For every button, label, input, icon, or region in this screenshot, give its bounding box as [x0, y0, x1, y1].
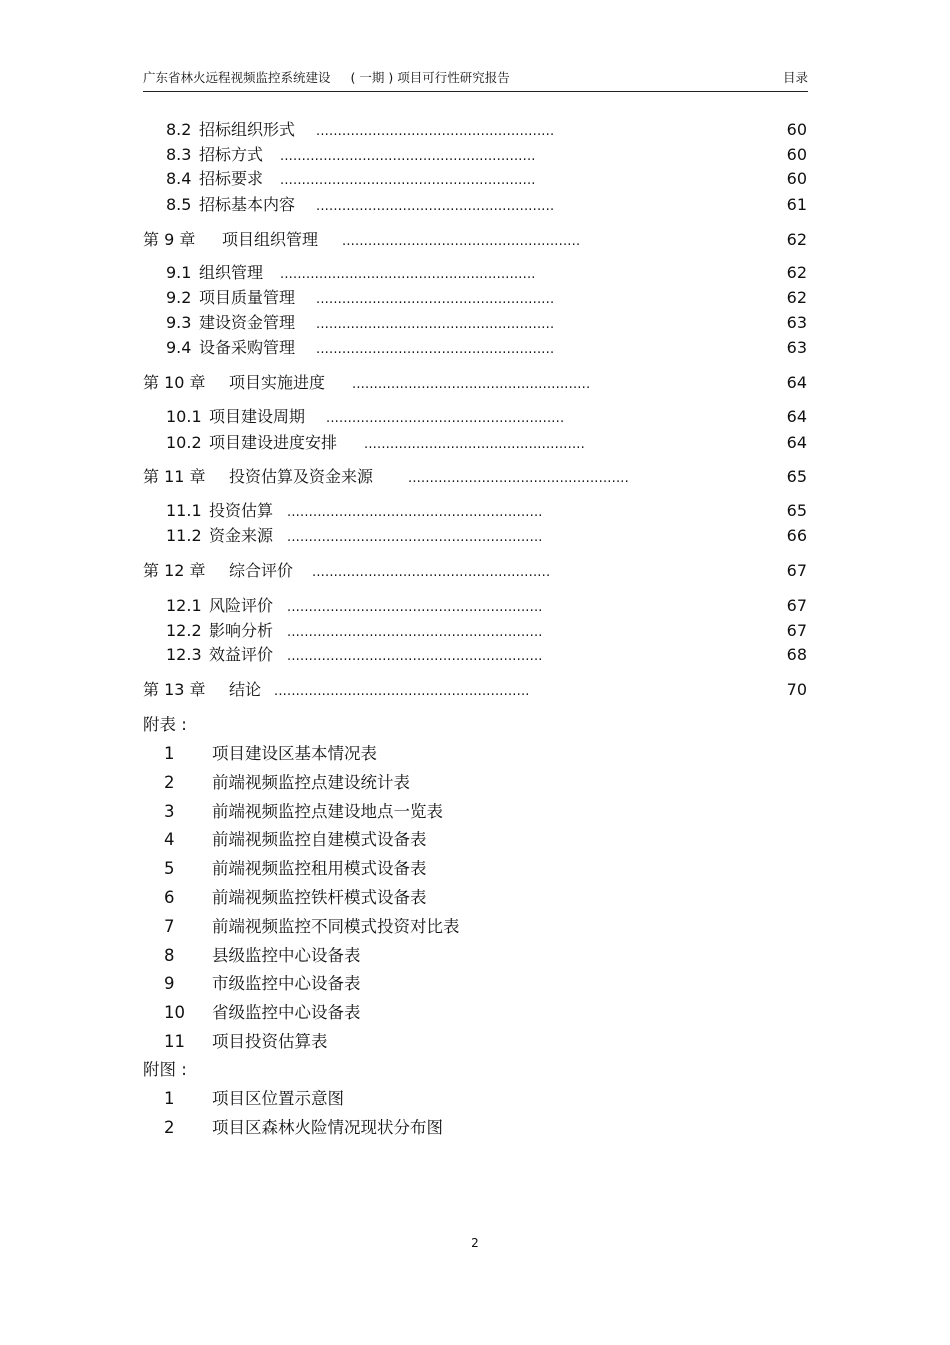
toc-entry-page: 68 [786, 645, 807, 664]
toc-entry[interactable] [0, 560, 807, 582]
toc-leader-dots: ....................................................... [316, 124, 555, 139]
toc-entry-page: 60 [786, 120, 807, 139]
toc-entry[interactable] [0, 372, 807, 394]
toc-entry-number: 12.1 [166, 596, 202, 615]
appendix-table-number: 5 [164, 859, 175, 879]
toc-entry-number: 8.2 [166, 120, 192, 139]
toc-entry-title: 综合评价 [229, 561, 294, 580]
toc-entry-title: 资金来源 [209, 526, 274, 545]
toc-entry[interactable] [0, 525, 807, 547]
toc-entry-title: 项目组织管理 [222, 230, 319, 249]
toc-entry-number: 8.5 [166, 195, 192, 214]
appendix-table-number: 6 [164, 888, 175, 907]
toc-entry-number: 12.2 [166, 621, 202, 640]
toc-entry-title: 投资估算 [209, 501, 274, 520]
toc-entry-number: 第 10 章 [143, 373, 206, 392]
toc-leader-dots: ........................................................... [274, 684, 530, 699]
appendix-table-title: 前端视频监控租用模式设备表 [212, 859, 427, 879]
toc-entry-number: 9.4 [166, 338, 192, 357]
toc-leader-dots: ....................................................... [342, 234, 581, 249]
toc-entry[interactable] [0, 312, 807, 334]
toc-entry-page: 67 [786, 621, 807, 640]
toc-entry[interactable] [0, 406, 807, 428]
appendix-tables-heading: 附表 : [143, 715, 187, 734]
toc-entry-page: 60 [786, 169, 807, 188]
toc-entry-page: 63 [786, 338, 807, 357]
header-document-title: 广东省林火远程视频监控系统建设 ( 一期 ) 项目可行性研究报告 [143, 70, 510, 85]
toc-leader-dots: ....................................................... [326, 411, 565, 426]
appendix-figure-title: 项目区森林火险情况现状分布图 [212, 1118, 443, 1137]
appendix-table-number: 7 [164, 916, 175, 936]
appendix-table-number: 10 [164, 1003, 185, 1023]
toc-entry-title: 建设资金管理 [199, 313, 296, 332]
toc-leader-dots: ........................................................... [280, 149, 536, 164]
toc-entry-title: 项目质量管理 [199, 288, 296, 307]
toc-entry-page: 62 [786, 288, 807, 307]
appendix-table-title: 前端视频监控不同模式投资对比表 [212, 916, 460, 936]
appendix-table-number: 3 [164, 801, 175, 821]
toc-leader-dots: ....................................................... [316, 292, 555, 307]
toc-entry-number: 第 12 章 [143, 561, 206, 580]
toc-entry[interactable] [0, 500, 807, 522]
appendix-table-title: 前端视频监控点建设统计表 [212, 772, 410, 792]
toc-entry[interactable] [0, 194, 807, 216]
page-number: 2 [471, 1236, 479, 1250]
toc-entry-number: 10.2 [166, 433, 202, 452]
appendix-table-title: 前端视频监控自建模式设备表 [212, 830, 427, 850]
toc-entry-page: 60 [786, 145, 807, 164]
toc-entry[interactable] [0, 466, 807, 488]
toc-entry[interactable] [0, 287, 807, 309]
toc-entry-title: 效益评价 [209, 645, 274, 664]
toc-entry-number: 9.2 [166, 288, 192, 307]
toc-entry-title: 投资估算及资金来源 [229, 467, 374, 486]
toc-entry-page: 64 [786, 433, 807, 452]
appendix-table-title: 项目投资估算表 [212, 1032, 328, 1051]
toc-entry-number: 8.3 [166, 145, 192, 164]
toc-leader-dots: ....................................................... [312, 565, 551, 580]
toc-entry-title: 设备采购管理 [199, 338, 296, 357]
toc-entry[interactable] [0, 119, 807, 141]
toc-entry[interactable] [0, 168, 807, 190]
appendix-table-number: 9 [164, 974, 175, 994]
toc-leader-dots: ........................................................... [287, 530, 543, 545]
appendix-figure-number: 1 [164, 1089, 175, 1108]
appendix-table-number: 1 [164, 744, 175, 763]
toc-leader-dots: ................................................... [364, 437, 585, 452]
toc-entry[interactable] [0, 679, 807, 701]
toc-leader-dots: ........................................................... [287, 600, 543, 615]
appendix-table-number: 8 [164, 945, 175, 965]
toc-entry-title: 项目建设进度安排 [209, 433, 338, 452]
toc-entry-page: 62 [786, 263, 807, 282]
toc-entry-number: 第 13 章 [143, 680, 206, 699]
toc-entry-page: 65 [786, 467, 807, 486]
toc-entry[interactable] [0, 262, 807, 284]
toc-leader-dots: ........................................................... [287, 649, 543, 664]
toc-entry-page: 65 [786, 501, 807, 520]
toc-leader-dots: ....................................................... [352, 377, 591, 392]
toc-entry-number: 11.2 [166, 526, 202, 545]
appendix-table-number: 2 [164, 772, 175, 792]
appendix-table-title: 县级监控中心设备表 [212, 945, 361, 965]
toc-entry-title: 招标方式 [199, 145, 264, 164]
toc-entry-page: 64 [786, 373, 807, 392]
appendix-table-title: 市级监控中心设备表 [212, 974, 361, 994]
toc-entry[interactable] [0, 337, 807, 359]
toc-entry-page: 70 [786, 680, 807, 699]
toc-entry-page: 67 [786, 596, 807, 615]
appendix-table-title: 前端视频监控铁杆模式设备表 [212, 888, 427, 907]
appendix-table-number: 11 [164, 1032, 185, 1051]
page-header [143, 66, 808, 92]
toc-entry-number: 8.4 [166, 169, 192, 188]
toc-entry-page: 62 [786, 230, 807, 249]
toc-leader-dots: ................................................... [408, 471, 629, 486]
toc-entry[interactable] [0, 595, 807, 617]
toc-entry-page: 61 [786, 195, 807, 214]
toc-entry-number: 10.1 [166, 407, 202, 426]
toc-entry-number: 12.3 [166, 645, 202, 664]
appendix-table-title: 前端视频监控点建设地点一览表 [212, 801, 443, 821]
toc-leader-dots: ........................................................... [280, 267, 536, 282]
toc-entry[interactable] [0, 620, 807, 642]
toc-entry[interactable] [0, 229, 807, 251]
appendix-table-title: 省级监控中心设备表 [212, 1003, 361, 1023]
appendix-figures-heading: 附图 : [143, 1060, 187, 1079]
toc-entry-number: 9.3 [166, 313, 192, 332]
toc-entry[interactable] [0, 144, 807, 166]
toc-entry-page: 64 [786, 407, 807, 426]
toc-entry-number: 9.1 [166, 263, 192, 282]
toc-entry-title: 组织管理 [199, 263, 264, 282]
appendix-figure-number: 2 [164, 1118, 175, 1137]
toc-entry-title: 招标基本内容 [199, 195, 296, 214]
toc-leader-dots: ........................................................... [280, 173, 536, 188]
appendix-table-number: 4 [164, 830, 175, 850]
toc-entry-title: 项目建设周期 [209, 407, 306, 426]
toc-entry-title: 项目实施进度 [229, 373, 326, 392]
appendix-table-title: 项目建设区基本情况表 [212, 744, 377, 763]
toc-leader-dots: ....................................................... [316, 342, 555, 357]
toc-leader-dots: ........................................................... [287, 625, 543, 640]
appendix-figure-title: 项目区位置示意图 [212, 1089, 344, 1108]
toc-entry[interactable] [0, 644, 807, 666]
toc-entry-title: 结论 [229, 680, 262, 699]
toc-entry-page: 63 [786, 313, 807, 332]
toc-entry-title: 招标组织形式 [199, 120, 296, 139]
toc-leader-dots: ....................................................... [316, 199, 555, 214]
toc-leader-dots: ....................................................... [316, 317, 555, 332]
toc-entry-number: 第 11 章 [143, 467, 206, 486]
toc-entry-page: 66 [786, 526, 807, 545]
toc-leader-dots: ........................................................... [287, 505, 543, 520]
toc-entry-title: 风险评价 [209, 596, 274, 615]
toc-entry-number: 第 9 章 [143, 230, 196, 249]
toc-entry-page: 67 [786, 561, 807, 580]
header-section-label: 目录 [782, 70, 808, 85]
toc-entry-number: 11.1 [166, 501, 202, 520]
toc-entry-title: 影响分析 [209, 621, 274, 640]
toc-entry-title: 招标要求 [199, 169, 264, 188]
toc-entry[interactable] [0, 432, 807, 454]
